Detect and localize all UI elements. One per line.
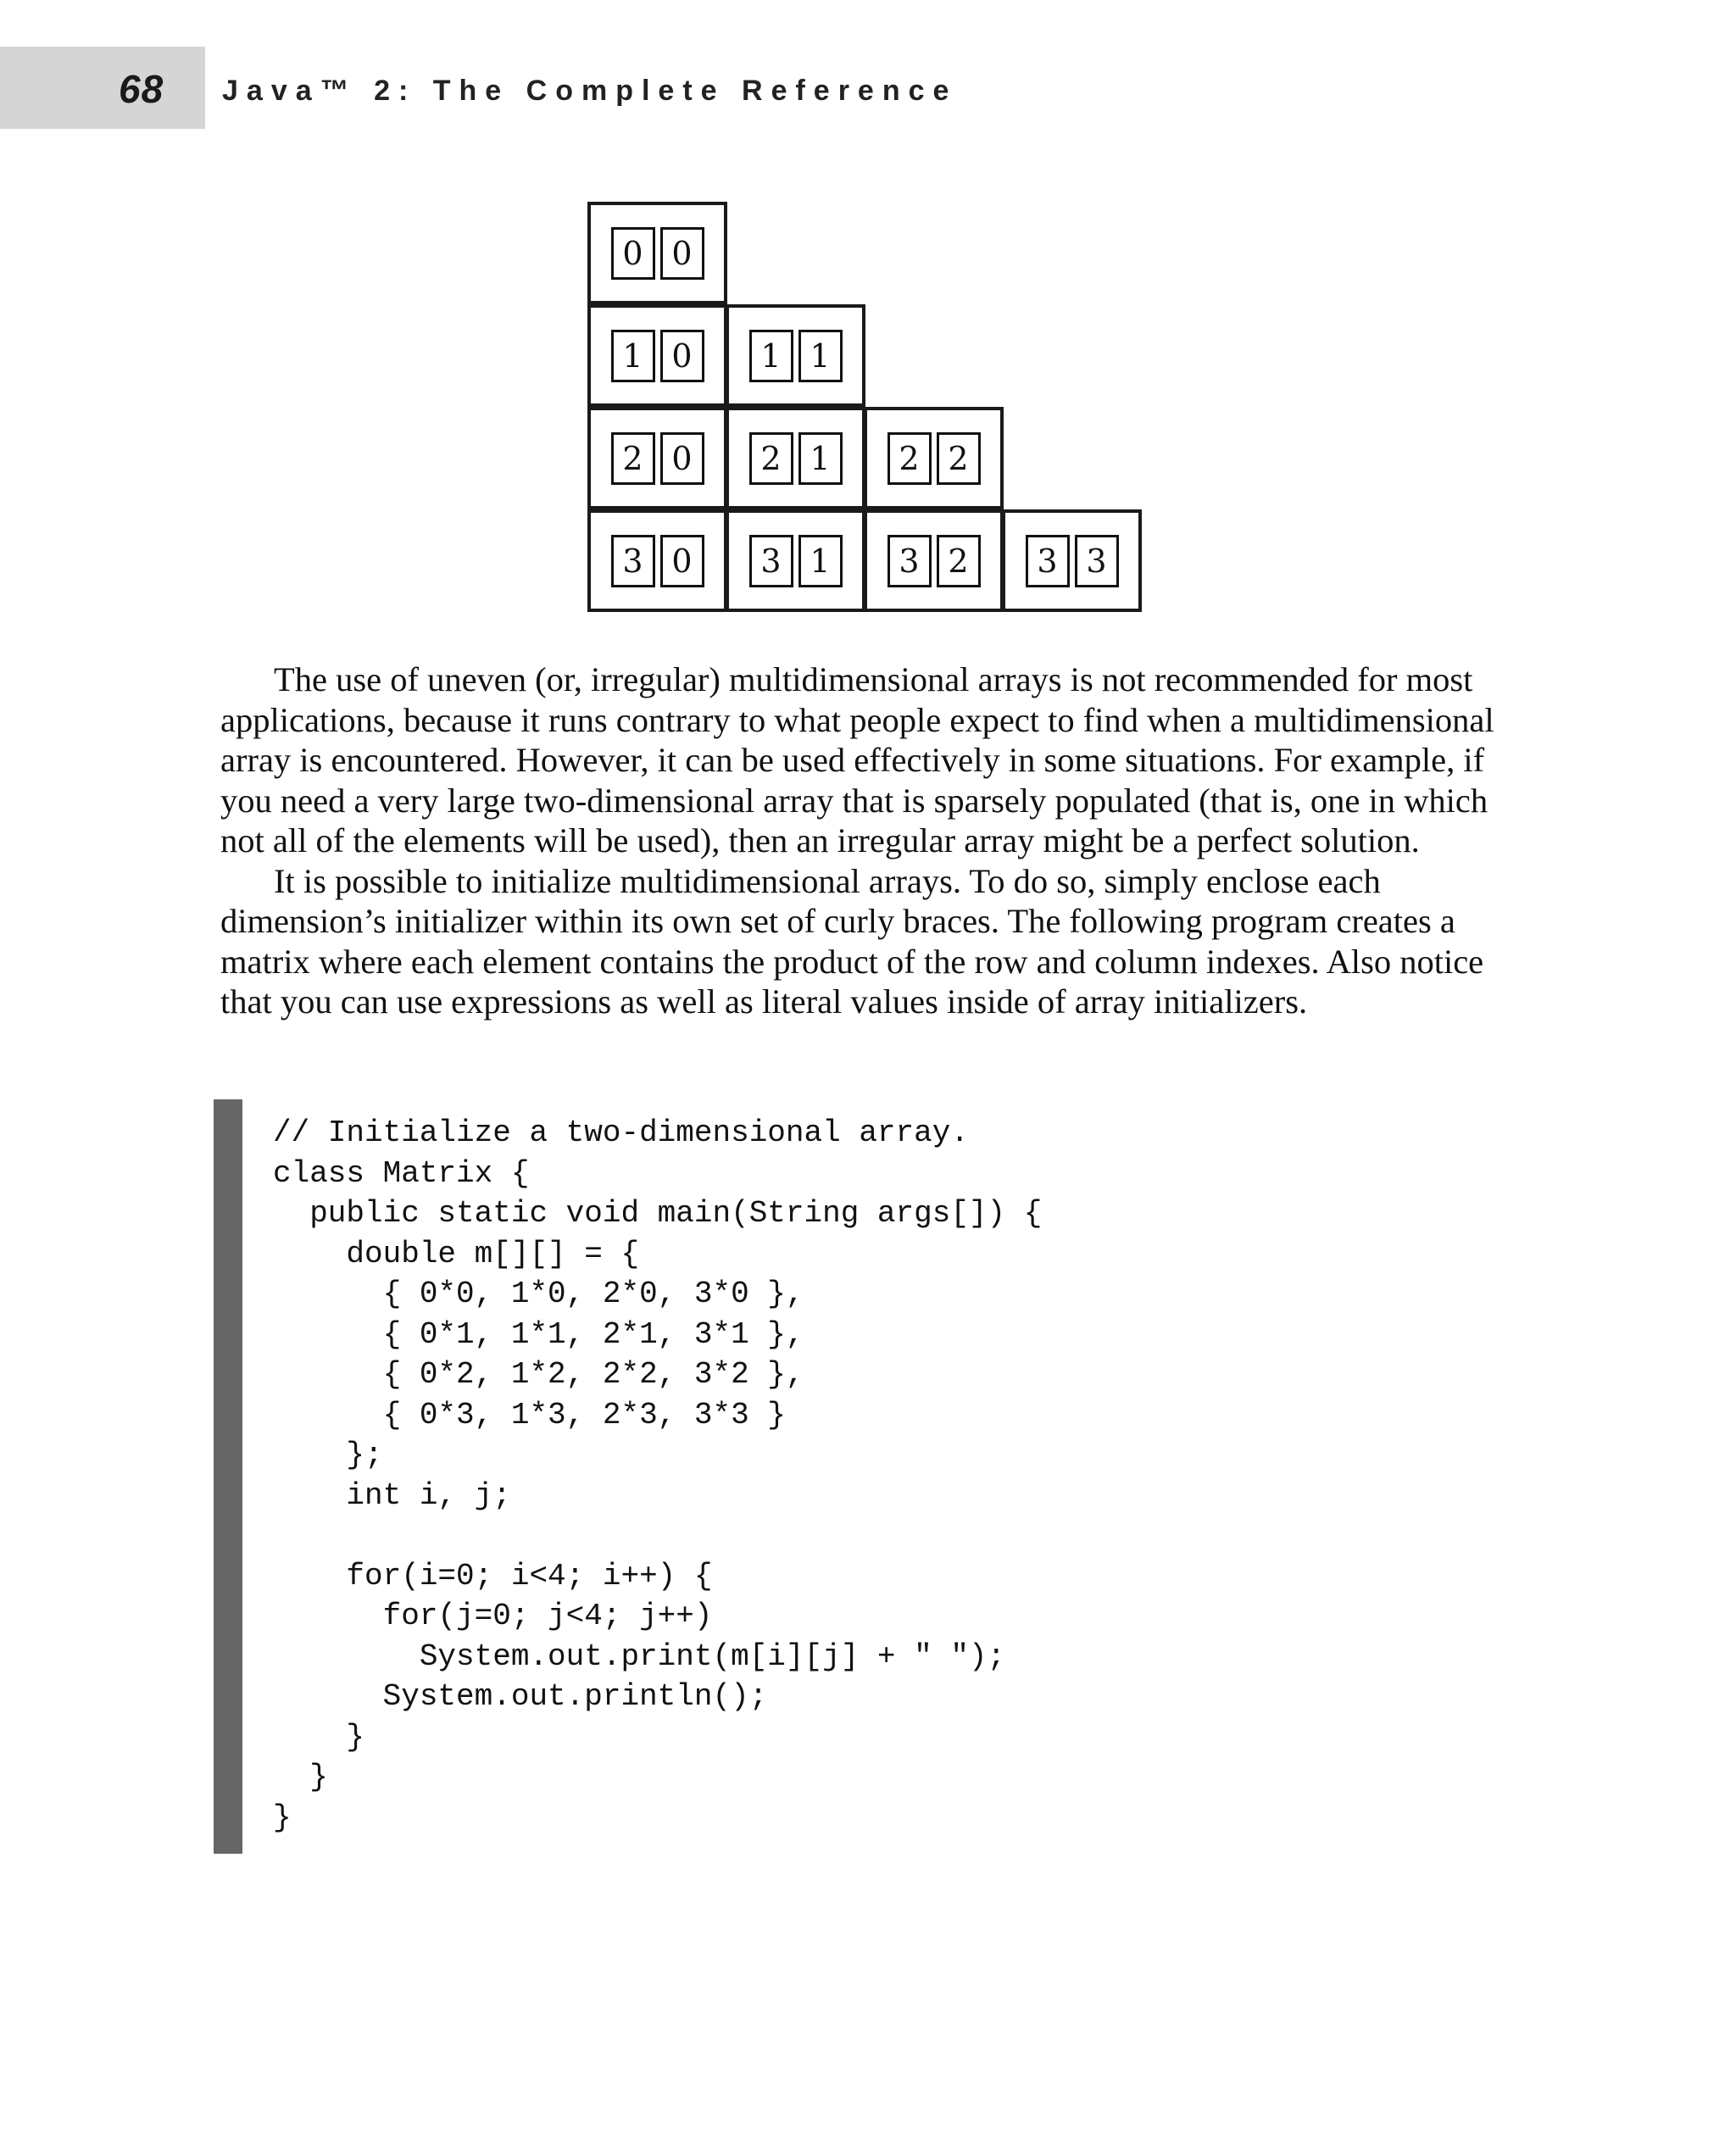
paragraph: The use of uneven (or, irregular) multidimensional arrays is not recommended for most applications, because it runs contrary to what people expect to find when a multidimensional array is encountered. However, it can be used effectively in some situations. For example, if you need a very large two-dimensional array that is sparsely populated (that is, one in which not all of the elements will be used), then an irregular array might be a perfect solution. [220,660,1494,859]
code-line: // Initialize a two-dimensional array. [273,1115,969,1150]
column-index: 1 [798,330,843,382]
row-index: 3 [749,535,793,587]
column-index: 2 [937,535,981,587]
row-index: 2 [749,432,793,485]
running-head: Java™ 2: The Complete Reference [222,75,958,107]
array-cell [726,407,865,509]
array-cell [1002,509,1142,612]
array-cell [726,509,865,612]
row-index: 2 [887,432,932,485]
column-index: 2 [937,432,981,485]
row-index: 3 [887,535,932,587]
array-cell [587,202,727,304]
code-line: double m[][] = { [273,1236,640,1271]
code-line: { 0*0, 1*0, 2*0, 3*0 }, [273,1277,804,1311]
code-line: { 0*3, 1*3, 2*3, 3*3 } [273,1397,786,1432]
row-index: 1 [611,330,655,382]
code-line: } [273,1799,292,1835]
code-line: System.out.println(); [273,1679,768,1714]
page-number-tab [0,47,205,129]
column-index: 0 [660,330,704,382]
code-line: }; [273,1438,383,1472]
code-line: } [273,1760,328,1794]
column-index: 1 [798,535,843,587]
code-line: int i, j; [273,1477,511,1513]
array-cell [587,509,727,612]
row-index: 2 [611,432,655,485]
array-cell [864,407,1004,509]
array-cell [587,304,727,407]
code-line: for(j=0; j<4; j++) [273,1599,713,1633]
code-line: { 0*1, 1*1, 2*1, 3*1 }, [273,1316,804,1352]
code-line: public static void main(String args[]) { [273,1196,1043,1231]
irregular-array-figure [587,202,1155,617]
page-number: 68 [119,67,164,111]
code-line [273,1516,1042,1556]
code-line: } [273,1719,365,1755]
code-line: { 0*2, 1*2, 2*2, 3*2 }, [273,1357,804,1392]
code-line: for(i=0; i<4; i++) { [273,1558,713,1594]
code-line: System.out.print(m[i][j] + " "); [273,1638,1006,1674]
row-index: 3 [1026,535,1070,587]
column-index: 0 [660,227,704,280]
row-index: 0 [611,227,655,280]
array-cell [864,509,1004,612]
column-index: 0 [660,535,704,587]
column-index: 1 [798,432,843,485]
code-listing-bar [214,1099,242,1854]
body-text [220,659,1517,1022]
row-index: 3 [611,535,655,587]
code-listing [273,1113,1042,1838]
array-cell [587,407,727,509]
paragraph: It is possible to initialize multidimensional arrays. To do so, simply enclose each dimension’s initializer within its own set of curly braces. The following program creates a matrix where each element contains the product of the row and column indexes. Also notice that you can use expressions as well as literal values inside of array initializers. [220,861,1484,1021]
array-cell [726,304,865,407]
row-index: 1 [749,330,793,382]
column-index: 0 [660,432,704,485]
column-index: 3 [1075,535,1119,587]
code-line: class Matrix { [273,1155,530,1191]
